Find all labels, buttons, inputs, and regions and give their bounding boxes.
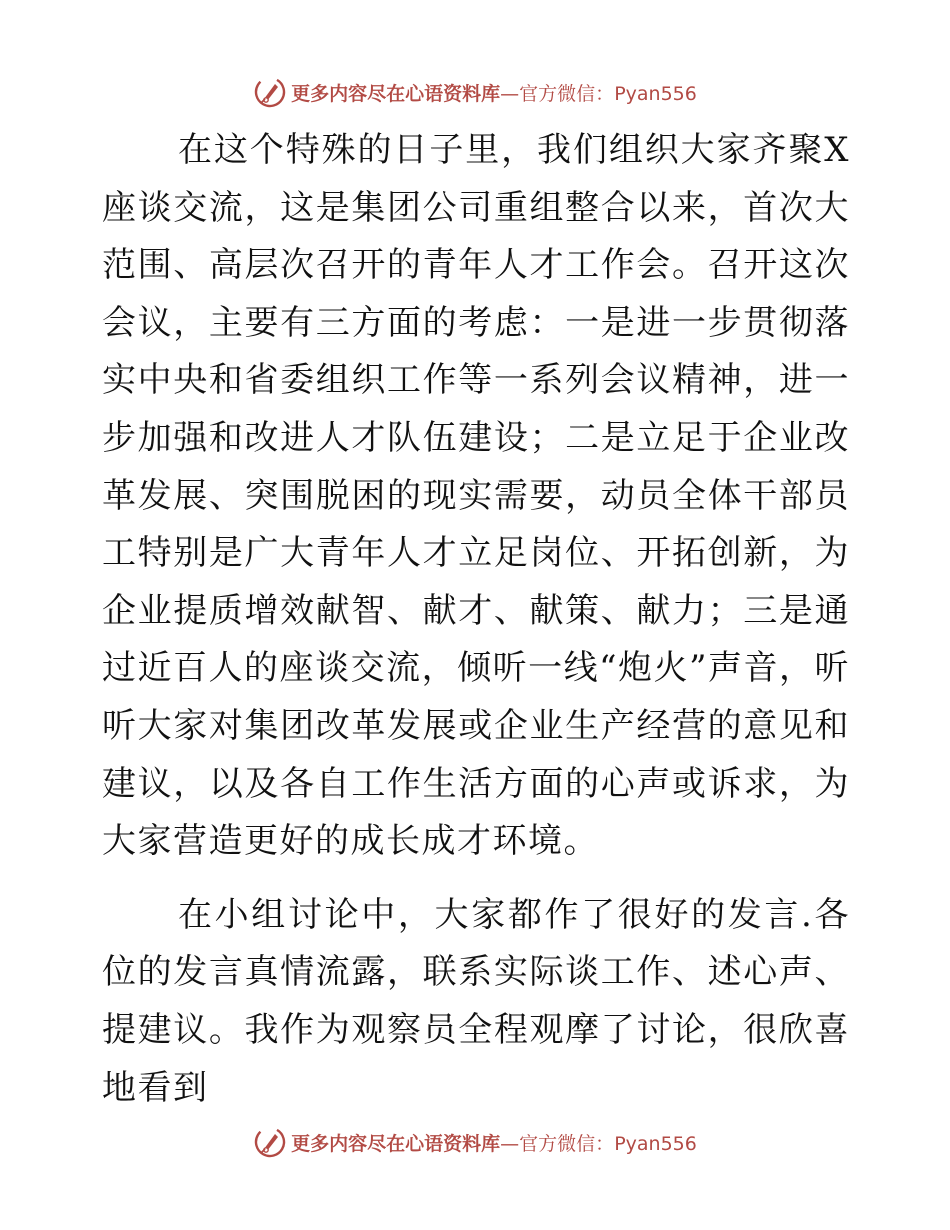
banner-wechat-label: 官方微信：: [519, 82, 615, 105]
footer-banner: [0, 1122, 950, 1162]
paragraph-1: 在这个特殊的日子里，我们组织大家齐聚X座谈交流，这是集团公司重组整合以来，首次大范围、高层次召开的青年人才工作会。召开这次会议，主要有三方面的考虑：一是进一步贯彻落实中央和省委组织工作等一系列会议精神，进一步加强和改进人才队伍建设；二是立足于企业改革发展、突围脱困的现实需要，动员全体干部员工特别是广大青年人才立足岗位、开拓创新，为企业提质增效献智、献才、献策、献力；三是通过近百人的座谈交流，倾听一线“炮火”声音，听听大家对集团改革发展或企业生产经营的意见和建议，以及各自工作生活方面的心声或诉求，为大家营造更好的成长成才环境。: [102, 130, 850, 862]
banner-text: [291, 79, 697, 106]
banner-wechat-id: Pyan556: [614, 82, 697, 105]
fountain-pen-seal-icon: [253, 1125, 287, 1159]
paragraph-2: 在小组讨论中，大家都作了很好的发言.各位的发言真情流露，联系实际谈工作、述心声、提建议。我作为观察员全程观摩了讨论，很欣喜地看到: [102, 894, 850, 1108]
fountain-pen-seal-icon: [253, 75, 287, 109]
banner-wechat-id: Pyan556: [614, 1132, 697, 1155]
banner-main-text: 更多内容尽在心语资料库: [291, 1132, 501, 1155]
banner-text: [291, 1129, 697, 1156]
banner-main-text: 更多内容尽在心语资料库: [291, 82, 501, 105]
banner-wechat-label: 官方微信：: [519, 1132, 615, 1155]
banner-dash: —: [500, 1132, 520, 1155]
banner-dash: —: [500, 82, 520, 105]
header-banner: [0, 72, 950, 112]
document-body: [102, 122, 850, 1117]
